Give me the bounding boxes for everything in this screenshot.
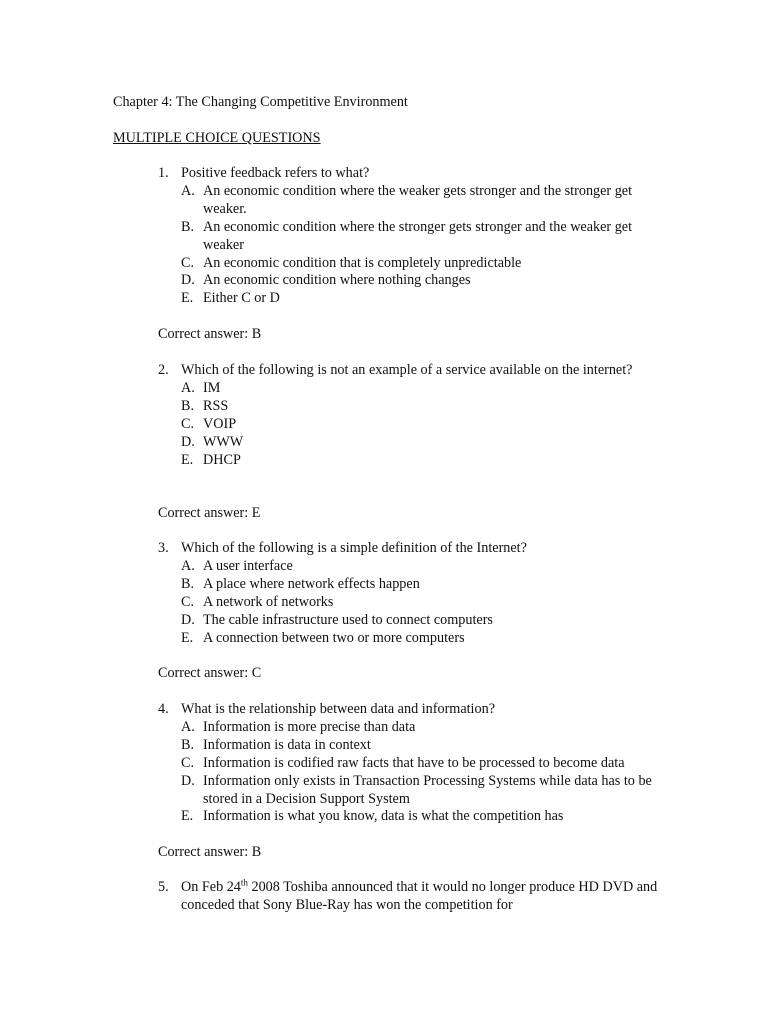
question-text: Positive feedback refers to what? bbox=[181, 165, 370, 181]
option-d: D. Information only exists in Transaction Processing Systems while data has to be stored in a Decision Support System bbox=[181, 772, 652, 807]
question-number: 2. bbox=[158, 362, 169, 378]
question-number: 5. bbox=[158, 879, 169, 895]
option-e: E. Either C or D bbox=[181, 290, 280, 307]
option-c: C. An economic condition that is completely unpredictable bbox=[181, 254, 522, 271]
question-number: 3. bbox=[158, 540, 169, 556]
question-text: Which of the following is not an example of a service available on the internet? bbox=[181, 362, 633, 378]
option-a: A. Information is more precise than data bbox=[181, 718, 416, 735]
correct-answer-2: Correct answer: E bbox=[158, 505, 261, 521]
option-b: B. RSS bbox=[181, 397, 229, 414]
section-title: MULTIPLE CHOICE QUESTIONS bbox=[113, 130, 321, 146]
question-1 bbox=[158, 165, 668, 308]
option-a: A. A user interface bbox=[181, 557, 293, 574]
option-a: A. IM bbox=[181, 379, 221, 396]
chapter-title: Chapter 4: The Changing Competitive Environment bbox=[113, 94, 408, 110]
question-3 bbox=[158, 540, 668, 647]
question-text: What is the relationship between data and information? bbox=[181, 701, 495, 717]
option-d: D. WWW bbox=[181, 433, 244, 450]
option-a: A. An economic condition where the weaker gets stronger and the stronger get weaker. bbox=[181, 182, 633, 217]
question-text: On Feb 24th 2008 Toshiba announced that it would no longer produce HD DVD and conceded that Sony Blue-Ray has won the competition for bbox=[181, 877, 658, 913]
correct-answer-1: Correct answer: B bbox=[158, 326, 262, 342]
question-4 bbox=[158, 701, 668, 826]
question-5 bbox=[158, 879, 668, 915]
correct-answer-4: Correct answer: B bbox=[158, 844, 262, 860]
option-c: C. VOIP bbox=[181, 415, 237, 432]
option-e: E. A connection between two or more computers bbox=[181, 629, 465, 646]
option-d: D. An economic condition where nothing changes bbox=[181, 272, 471, 289]
option-b: B. An economic condition where the stronger gets stronger and the weaker get weaker bbox=[181, 218, 633, 253]
question-2 bbox=[158, 362, 668, 469]
option-b: B. A place where network effects happen bbox=[181, 575, 420, 592]
option-c: C. Information is codified raw facts that have to be processed to become data bbox=[181, 754, 625, 771]
question-number: 1. bbox=[158, 165, 169, 181]
question-number: 4. bbox=[158, 701, 169, 717]
option-e: E. Information is what you know, data is what the competition has bbox=[181, 808, 564, 825]
correct-answer-3: Correct answer: C bbox=[158, 665, 262, 681]
option-b: B. Information is data in context bbox=[181, 736, 371, 753]
question-text: Which of the following is a simple definition of the Internet? bbox=[181, 540, 527, 556]
option-d: D. The cable infrastructure used to connect computers bbox=[181, 611, 493, 628]
option-c: C. A network of networks bbox=[181, 593, 334, 610]
option-e: E. DHCP bbox=[181, 451, 241, 468]
